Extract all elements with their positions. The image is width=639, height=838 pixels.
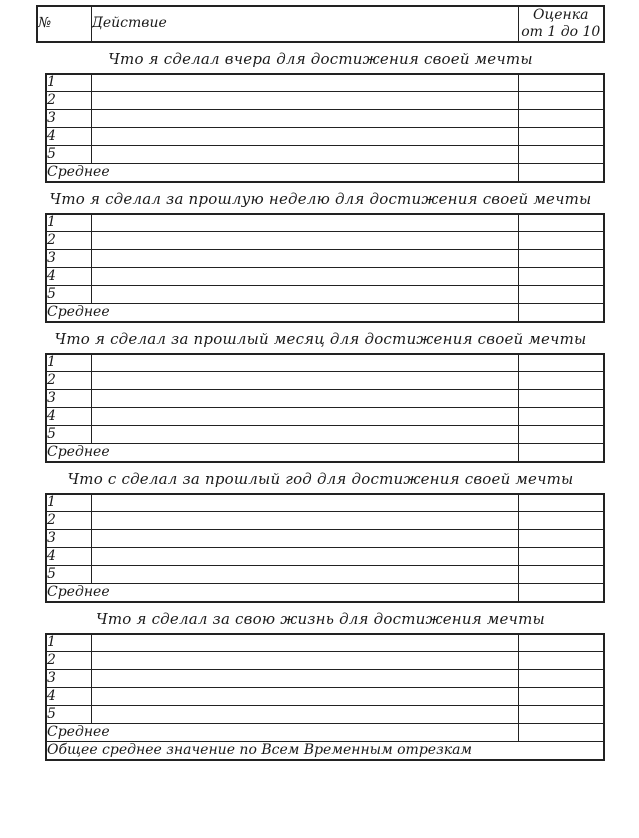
section-table — [45, 73, 605, 183]
average-label: Среднее — [46, 304, 518, 322]
table-row — [46, 652, 604, 670]
table-row — [46, 250, 604, 268]
action-cell[interactable] — [91, 74, 518, 92]
action-cell[interactable] — [91, 146, 518, 164]
row-number: 3 — [46, 670, 91, 688]
row-number: 3 — [46, 110, 91, 128]
score-cell[interactable] — [518, 250, 604, 268]
score-cell[interactable] — [518, 494, 604, 512]
section-table — [45, 353, 605, 463]
row-number: 5 — [46, 146, 91, 164]
action-cell[interactable] — [91, 652, 518, 670]
number-column-header: № — [37, 6, 91, 42]
section-table — [45, 213, 605, 323]
row-number: 4 — [46, 128, 91, 146]
table-row — [46, 548, 604, 566]
overall-average-row — [46, 742, 604, 760]
score-header-line1: Оценка — [533, 7, 589, 23]
score-cell[interactable] — [518, 688, 604, 706]
score-cell[interactable] — [518, 74, 604, 92]
action-cell[interactable] — [91, 408, 518, 426]
row-number: 1 — [46, 354, 91, 372]
row-number: 2 — [46, 652, 91, 670]
average-row — [46, 584, 604, 602]
table-row — [46, 92, 604, 110]
action-cell[interactable] — [91, 92, 518, 110]
row-number: 5 — [46, 286, 91, 304]
table-row — [46, 372, 604, 390]
average-score-cell[interactable] — [518, 164, 604, 182]
action-cell[interactable] — [91, 268, 518, 286]
row-number: 3 — [46, 390, 91, 408]
action-cell[interactable] — [91, 372, 518, 390]
score-cell[interactable] — [518, 548, 604, 566]
average-score-cell[interactable] — [518, 444, 604, 462]
header-table — [36, 5, 605, 43]
table-row — [46, 566, 604, 584]
score-cell[interactable] — [518, 232, 604, 250]
section-lifetime — [36, 610, 605, 761]
overall-average-label: Общее среднее значение по Всем Временным отрезкам — [46, 742, 604, 760]
score-cell[interactable] — [518, 706, 604, 724]
table-row — [46, 634, 604, 652]
table-row — [46, 286, 604, 304]
section-last-month — [36, 330, 605, 463]
score-cell[interactable] — [518, 286, 604, 304]
action-cell[interactable] — [91, 232, 518, 250]
score-cell[interactable] — [518, 426, 604, 444]
row-number: 2 — [46, 92, 91, 110]
row-number: 4 — [46, 268, 91, 286]
section-title: Что я сделал за прошлый месяц для достижения своей мечты — [54, 329, 587, 348]
row-number: 2 — [46, 512, 91, 530]
score-cell[interactable] — [518, 634, 604, 652]
score-cell[interactable] — [518, 408, 604, 426]
score-cell[interactable] — [518, 110, 604, 128]
score-column-header — [518, 6, 604, 42]
row-number: 2 — [46, 372, 91, 390]
score-cell[interactable] — [518, 92, 604, 110]
row-number: 4 — [46, 408, 91, 426]
table-row — [46, 670, 604, 688]
score-cell[interactable] — [518, 146, 604, 164]
row-number: 1 — [46, 634, 91, 652]
average-score-cell[interactable] — [518, 724, 604, 742]
average-label: Среднее — [46, 724, 518, 742]
score-cell[interactable] — [518, 372, 604, 390]
table-row — [46, 512, 604, 530]
section-yesterday — [36, 50, 605, 183]
section-table — [45, 633, 605, 761]
row-number: 3 — [46, 250, 91, 268]
score-cell[interactable] — [518, 566, 604, 584]
average-label: Среднее — [46, 584, 518, 602]
section-title: Что с сделал за прошлый год для достижения своей мечты — [67, 469, 574, 488]
action-cell[interactable] — [91, 426, 518, 444]
average-row — [46, 164, 604, 182]
average-row — [46, 724, 604, 742]
table-row — [46, 706, 604, 724]
section-table — [45, 493, 605, 603]
row-number: 3 — [46, 530, 91, 548]
row-number: 2 — [46, 232, 91, 250]
score-cell[interactable] — [518, 128, 604, 146]
table-row — [46, 494, 604, 512]
row-number: 4 — [46, 548, 91, 566]
score-cell[interactable] — [518, 268, 604, 286]
row-number: 4 — [46, 688, 91, 706]
table-row — [46, 530, 604, 548]
average-label: Среднее — [46, 164, 518, 182]
section-title: Что я сделал за прошлую неделю для достижения своей мечты — [49, 189, 592, 208]
section-title: Что я сделал за свою жизнь для достижения мечты — [96, 609, 545, 628]
average-row — [46, 304, 604, 322]
table-row — [46, 426, 604, 444]
section-title: Что я сделал вчера для достижения своей мечты — [108, 49, 533, 68]
action-cell[interactable] — [91, 634, 518, 652]
action-cell[interactable] — [91, 566, 518, 584]
table-row — [46, 214, 604, 232]
score-cell[interactable] — [518, 512, 604, 530]
action-cell[interactable] — [91, 354, 518, 372]
action-cell[interactable] — [91, 128, 518, 146]
score-cell[interactable] — [518, 652, 604, 670]
action-cell[interactable] — [91, 670, 518, 688]
score-header-line2: от 1 до 10 — [521, 23, 601, 40]
score-cell[interactable] — [518, 214, 604, 232]
action-cell[interactable] — [91, 494, 518, 512]
average-row — [46, 444, 604, 462]
action-cell[interactable] — [91, 706, 518, 724]
table-row — [46, 354, 604, 372]
action-cell[interactable] — [91, 250, 518, 268]
table-row — [46, 110, 604, 128]
table-row — [46, 408, 604, 426]
header-row — [37, 6, 604, 42]
section-last-week — [36, 190, 605, 323]
score-cell[interactable] — [518, 670, 604, 688]
row-number: 5 — [46, 566, 91, 584]
row-number: 1 — [46, 74, 91, 92]
table-row — [46, 232, 604, 250]
table-row — [46, 390, 604, 408]
score-cell[interactable] — [518, 390, 604, 408]
table-row — [46, 74, 604, 92]
table-row — [46, 688, 604, 706]
table-row — [46, 128, 604, 146]
action-cell[interactable] — [91, 548, 518, 566]
action-cell[interactable] — [91, 688, 518, 706]
row-number: 5 — [46, 426, 91, 444]
row-number: 1 — [46, 494, 91, 512]
row-number: 1 — [46, 214, 91, 232]
row-number: 5 — [46, 706, 91, 724]
table-row — [46, 146, 604, 164]
average-score-cell[interactable] — [518, 304, 604, 322]
action-cell[interactable] — [91, 530, 518, 548]
action-cell[interactable] — [91, 214, 518, 232]
action-cell[interactable] — [91, 390, 518, 408]
section-last-year — [36, 470, 605, 603]
score-cell[interactable] — [518, 354, 604, 372]
action-column-header: Действие — [91, 6, 518, 42]
average-score-cell[interactable] — [518, 584, 604, 602]
average-label: Среднее — [46, 444, 518, 462]
action-cell[interactable] — [91, 286, 518, 304]
action-cell[interactable] — [91, 110, 518, 128]
action-cell[interactable] — [91, 512, 518, 530]
score-cell[interactable] — [518, 530, 604, 548]
table-row — [46, 268, 604, 286]
